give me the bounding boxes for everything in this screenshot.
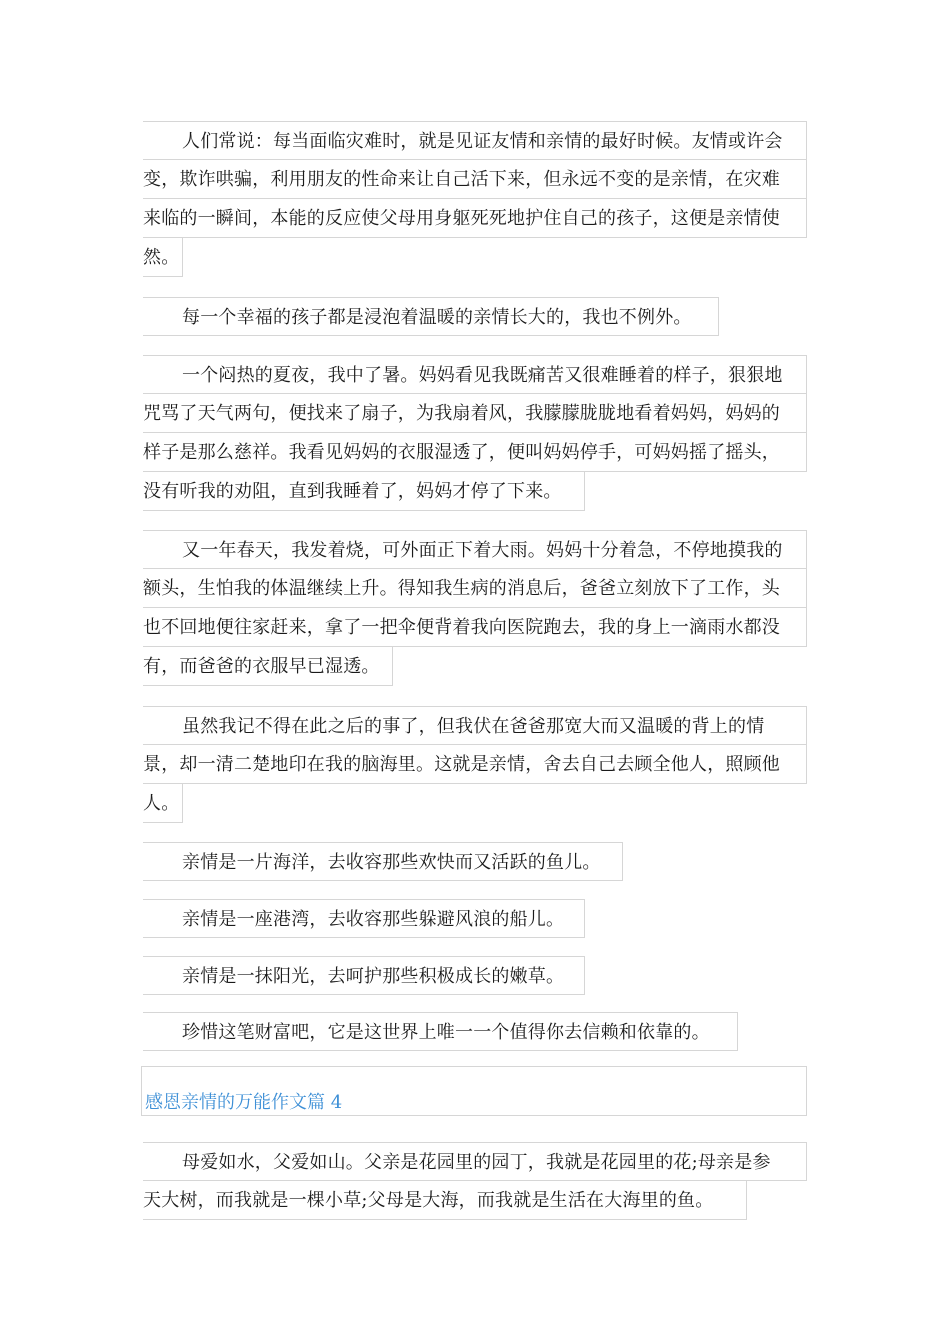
paragraph-line: 一个闷热的夏夜，我中了暑。妈妈看见我既痛苦又很难睡着的样子，狠狠地 xyxy=(143,355,807,394)
paragraph-1 xyxy=(143,121,807,277)
paragraph-line: 天大树，而我就是一棵小草;父母是大海，而我就是生活在大海里的鱼。 xyxy=(143,1181,747,1220)
paragraph-10 xyxy=(143,1142,807,1220)
paragraph-line: 每一个幸福的孩子都是浸泡着温暖的亲情长大的，我也不例外。 xyxy=(143,297,719,336)
paragraph-line: 珍惜这笔财富吧，它是这世界上唯一一个值得你去信赖和依靠的。 xyxy=(143,1012,738,1051)
paragraph-line: 然。 xyxy=(143,238,183,277)
paragraph-5 xyxy=(143,706,807,823)
paragraph-line: 没有听我的劝阻，直到我睡着了，妈妈才停了下来。 xyxy=(143,472,585,511)
paragraph-line: 虽然我记不得在此之后的事了，但我伏在爸爸那宽大而又温暖的背上的情 xyxy=(143,706,807,745)
paragraph-2 xyxy=(143,297,807,336)
paragraph-line: 额头，生怕我的体温继续上升。得知我生病的消息后，爸爸立刻放下了工作，头 xyxy=(143,569,807,608)
paragraph-line: 亲情是一座港湾，去收容那些躲避风浪的船儿。 xyxy=(143,899,585,938)
paragraph-line: 人。 xyxy=(143,784,183,823)
paragraph-line: 有，而爸爸的衣服早已湿透。 xyxy=(143,647,393,686)
paragraph-line: 样子是那么慈祥。我看见妈妈的衣服湿透了，便叫妈妈停手，可妈妈摇了摇头， xyxy=(143,433,807,472)
paragraph-line: 亲情是一抹阳光，去呵护那些积极成长的嫩草。 xyxy=(143,956,585,995)
paragraph-line: 景，却一清二楚地印在我的脑海里。这就是亲情，舍去自己去顾全他人，照顾他 xyxy=(143,745,807,784)
paragraph-9 xyxy=(143,1012,807,1051)
paragraph-line: 也不回地便往家赶来，拿了一把伞便背着我向医院跑去，我的身上一滴雨水都没 xyxy=(143,608,807,647)
paragraph-line: 母爱如水，父爱如山。父亲是花园里的园丁，我就是花园里的花;母亲是参 xyxy=(143,1142,807,1181)
paragraph-8 xyxy=(143,956,807,995)
paragraph-3 xyxy=(143,355,807,511)
paragraph-line: 咒骂了天气两句，便找来了扇子，为我扇着风，我朦朦胧胧地看着妈妈，妈妈的 xyxy=(143,394,807,433)
paragraph-6 xyxy=(143,842,807,881)
paragraph-line: 来临的一瞬间，本能的反应使父母用身躯死死地护住自己的孩子，这便是亲情使 xyxy=(143,199,807,238)
paragraph-4 xyxy=(143,530,807,686)
paragraph-line: 又一年春天，我发着烧，可外面正下着大雨。妈妈十分着急，不停地摸我的 xyxy=(143,530,807,569)
paragraph-line: 亲情是一片海洋，去收容那些欢快而又活跃的鱼儿。 xyxy=(143,842,623,881)
paragraph-7 xyxy=(143,899,807,938)
paragraph-line: 人们常说：每当面临灾难时，就是见证友情和亲情的最好时候。友情或许会 xyxy=(143,121,807,160)
section-heading: 感恩亲情的万能作文篇 4 xyxy=(141,1066,807,1116)
paragraph-line: 变，欺诈哄骗，利用朋友的性命来让自己活下来，但永远不变的是亲情，在灾难 xyxy=(143,160,807,199)
